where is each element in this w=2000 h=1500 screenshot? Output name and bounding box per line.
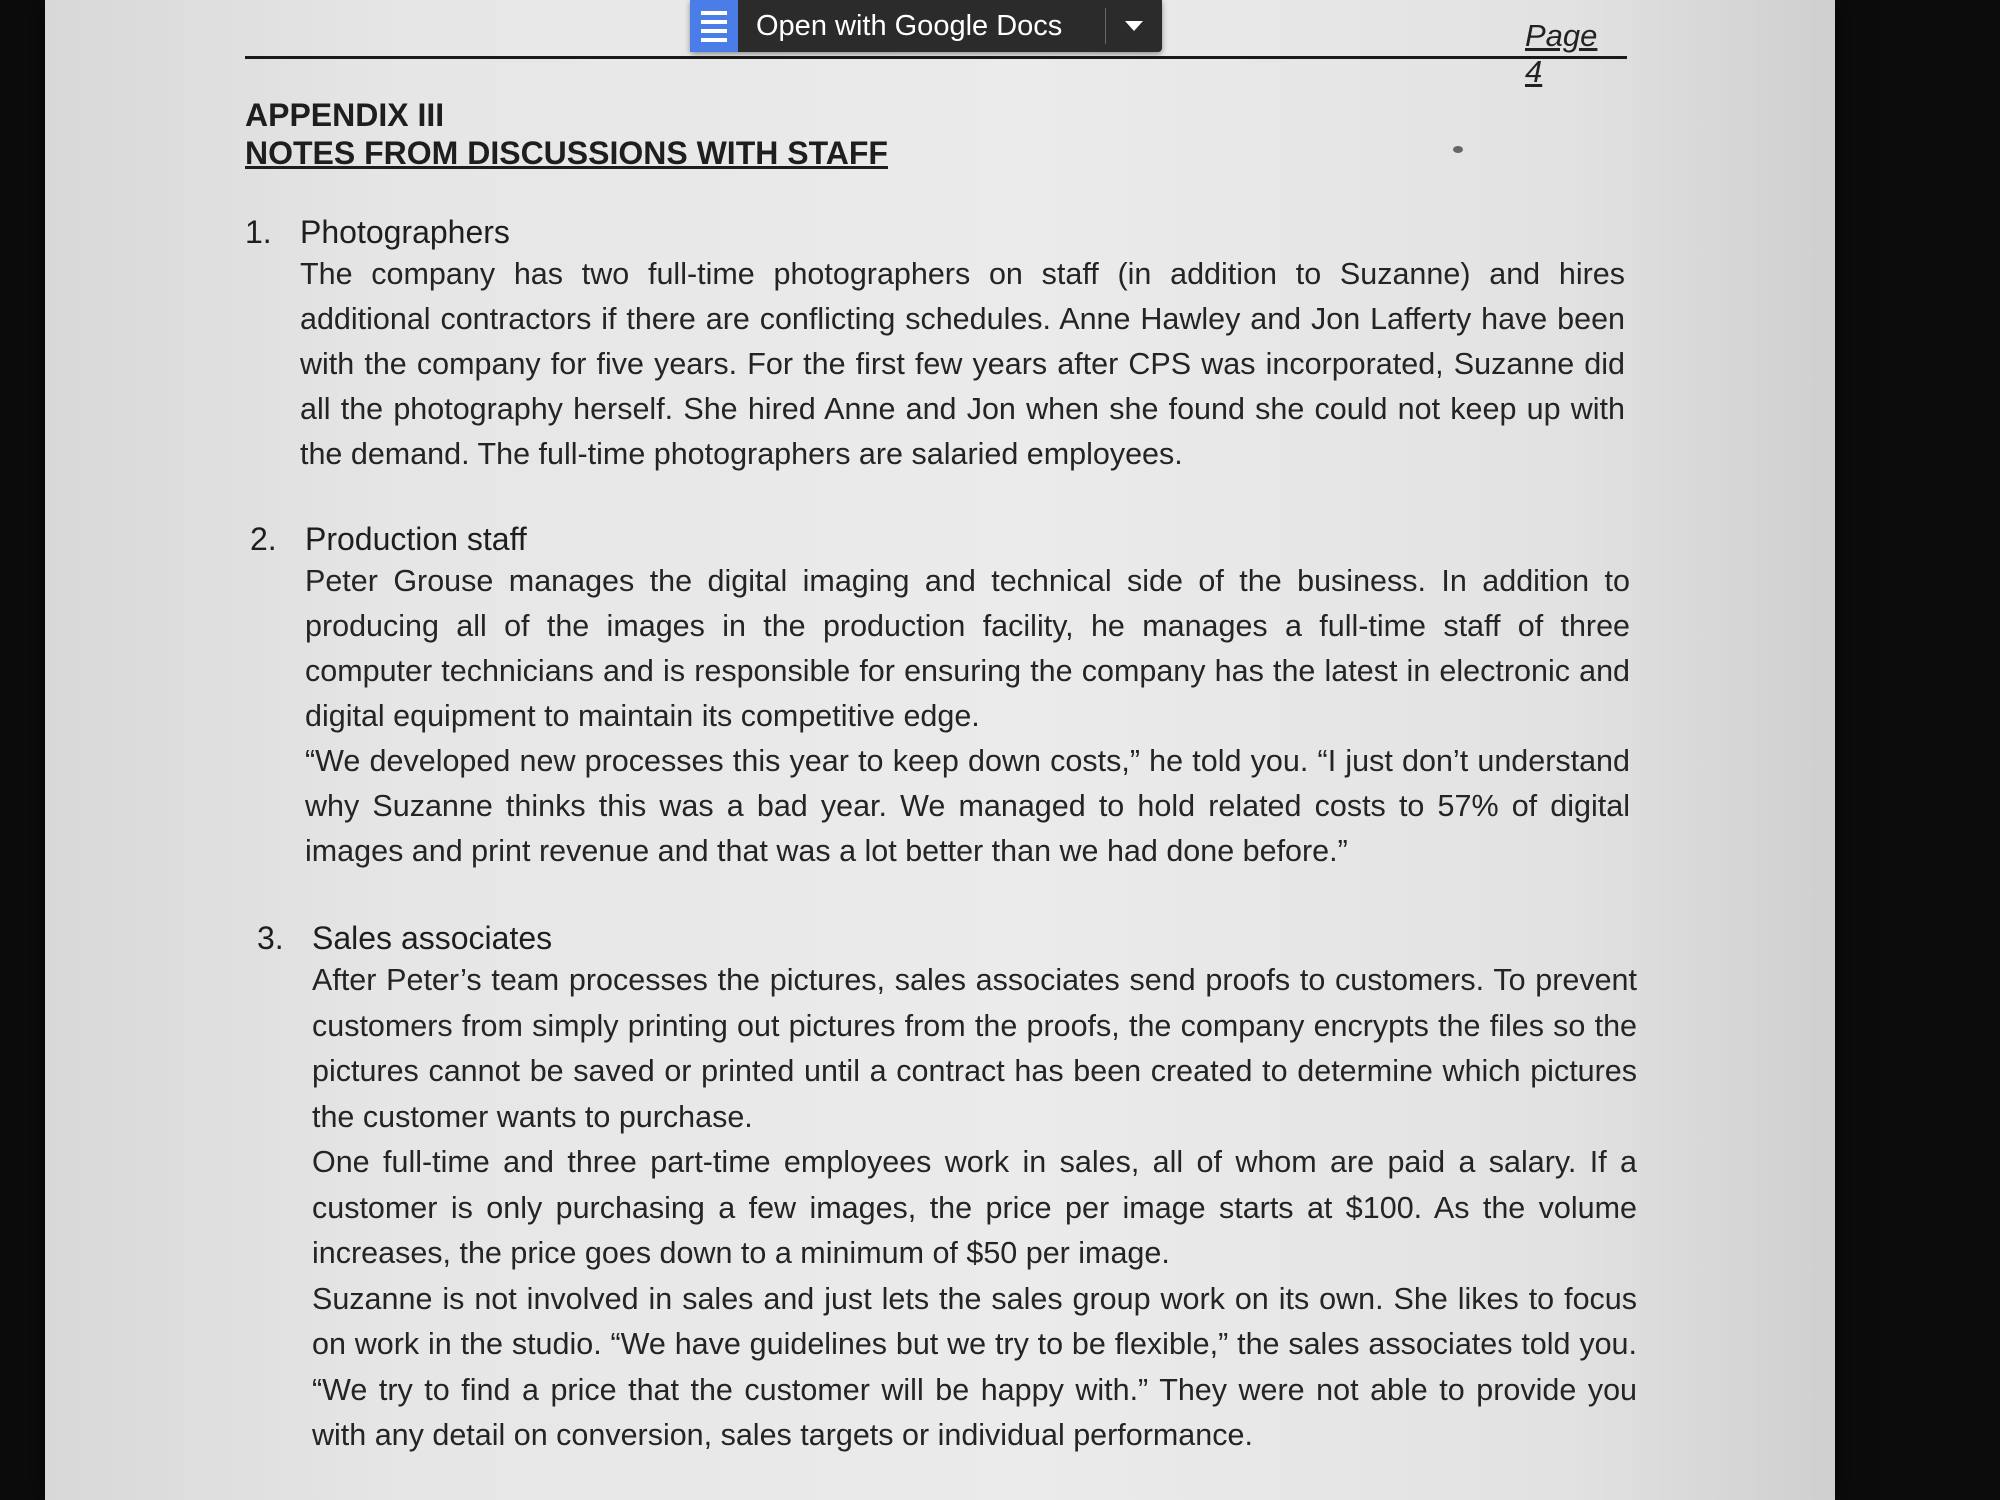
paragraph: The company has two full-time photographers on staff (in addition to Suzanne) and hires additional contractors if there are conflicting schedules. Anne Hawley and Jon Lafferty have been with the company for five years. For the first few years after CPS was incorporated, Suzanne did all the photography herself. She hired Anne and Jon when she found she could not keep up with the demand. The full-time photographers are salaried employees. xyxy=(300,257,1625,471)
section-title: Sales associates xyxy=(312,920,553,956)
section-title: Production staff xyxy=(305,521,527,557)
open-with-google-docs-button[interactable]: Open with Google Docs xyxy=(756,9,1063,42)
section-heading xyxy=(257,918,1637,958)
section-production-staff xyxy=(250,519,1630,874)
section-photographers xyxy=(245,212,1625,477)
page-title: NOTES FROM DISCUSSIONS WITH STAFF xyxy=(245,135,888,171)
section-title: Photographers xyxy=(300,214,510,250)
google-docs-icon[interactable] xyxy=(690,0,738,52)
open-with-google-docs-bar[interactable] xyxy=(690,0,1162,52)
chevron-down-icon[interactable] xyxy=(1106,0,1162,52)
section-heading xyxy=(245,212,1625,252)
paragraph: Suzanne is not involved in sales and just lets the sales group work on its own. She likes to focus on work in the studio. “We have guidelines but we try to be flexible,” the sales associates told you. “We try to find a price that the customer will be happy with.” They were not able to provide you with any detail on conversion, sales targets or individual performance. xyxy=(312,1281,1637,1452)
section-sales-associates xyxy=(257,918,1637,1459)
paragraph: “We developed new processes this year to keep down costs,” he told you. “I just don’t understand why Suzanne thinks this was a bad year. We managed to hold related costs to 57% of digital images and print revenue and that was a lot better than we had done before.” xyxy=(305,744,1630,868)
section-number: 3. xyxy=(257,920,284,956)
section-heading xyxy=(250,519,1630,559)
header-rule xyxy=(245,56,1627,59)
paragraph: One full-time and three part-time employees work in sales, all of whom are paid a salary. If a customer is only purchasing a few images, the price per image starts at $100. As the volume increases, the price goes down to a minimum of $50 per image. xyxy=(312,1145,1637,1270)
section-number: 1. xyxy=(245,214,272,250)
section-number: 2. xyxy=(250,521,277,557)
paragraph: After Peter’s team processes the pictures, sales associates send proofs to customers. To prevent customers from simply printing out pictures from the proofs, the company encrypts the files so the pictures cannot be saved or printed until a contract has been created to determine which pictures the customer wants to purchase. xyxy=(312,963,1637,1134)
paragraph: Peter Grouse manages the digital imaging and technical side of the business. In addition to producing all of the images in the production facility, he manages a full-time staff of three computer technicians and is responsible for ensuring the company has the latest in electronic and digital equipment to maintain its competitive edge. xyxy=(305,564,1630,733)
document-body xyxy=(245,96,1637,1459)
appendix-label: APPENDIX III xyxy=(245,97,445,133)
